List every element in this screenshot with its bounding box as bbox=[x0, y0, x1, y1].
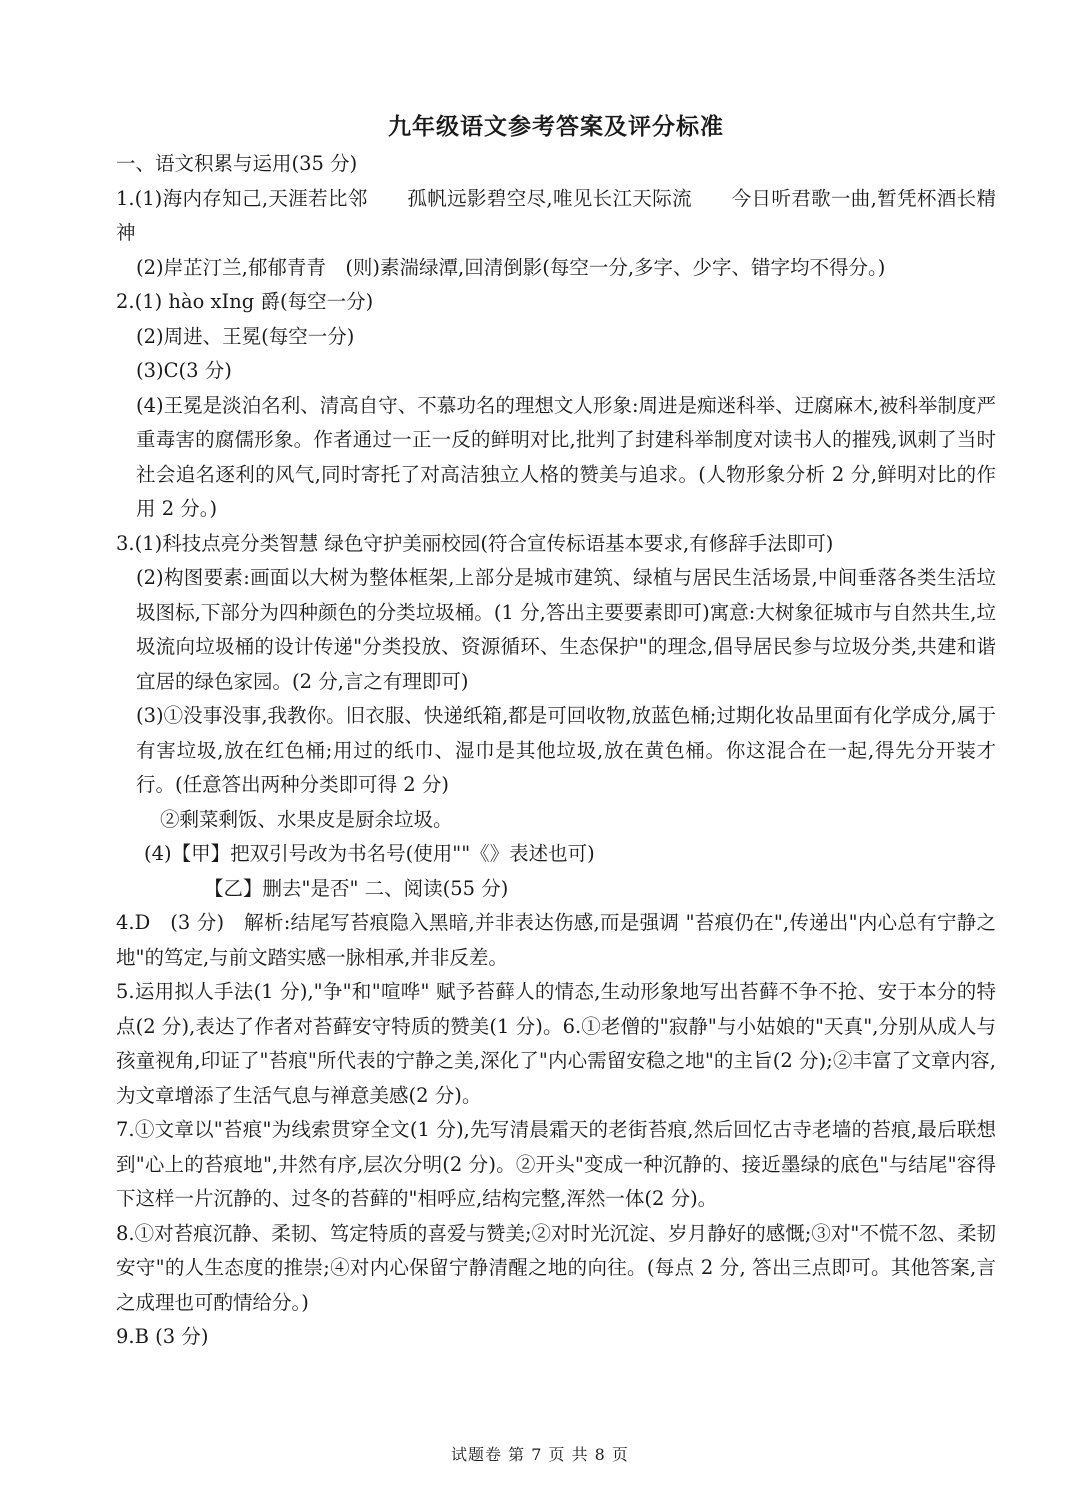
answer-2-2: (2)周进、王冕(每空一分) bbox=[136, 324, 355, 348]
answer-3-2: (2)构图要素:画面以大树为整体框架,上部分是城市建筑、绿植与居民生活场景,中间垂落各类生活垃圾图标,下部分为四种颜色的分类垃圾桶。(1 分,答出主要要素即可)寓意:大树象征城市与自然共生,垃圾流向垃圾桶的设计传递"分类投放、资源循环、生态保护"的理念,倡导居民参与垃圾分类,共建和谐宜居的绿色家园。(2 分,言之有理即可) bbox=[136, 566, 996, 693]
answer-3-3: (3)①没事没事,我教你。旧衣服、快递纸箱,都是可回收物,放蓝色桶;过期化妆品里面有化学成分,属于有害垃圾,放在红色桶;用过的纸巾、湿巾是其他垃圾,放在黄色桶。你这混合在一起,得先分开装才行。(任意答出两种分类即可得 2 分) bbox=[136, 704, 996, 796]
answer-8: 8.①对苔痕沉静、柔韧、笃定特质的喜爱与赞美;②对时光沉淀、岁月静好的感慨;③对"不慌不忽、柔韧安守"的人生态度的推崇;④对内心保留宁静清醒之地的向往。(每点 2 分, 答出三点即可。其他答案,言之成理也可酌情给分。) bbox=[116, 1221, 996, 1314]
page-footer: 试题卷 第 7 页 共 8 页 bbox=[451, 1445, 629, 1464]
answer-3-4-b: 【乙】删去"是否" 二、阅读(55 分) bbox=[204, 876, 509, 900]
answer-3-4-a: (4)【甲】把双引号改为书名号(使用""《》表述也可) bbox=[144, 842, 595, 865]
answer-7: 7.①文章以"苔痕"为线索贯穿全文(1 分),先写清晨霜天的老街苔痕,然后回忆古寺老墙的苔痕,最后联想到"心上的苔痕地",井然有序,层次分明(2 分)。②开头"变成一种沉静的、接近墨绿的底色"与结尾"容得下这样一片沉静的、过冬的苔藓的"相呼应,结构完整,浑然一体(2 分)。 bbox=[116, 1118, 996, 1210]
answer-3-3-b: ②剩菜剩饭、水果皮是厨余垃圾。 bbox=[160, 807, 453, 831]
document-body bbox=[116, 147, 996, 1355]
answer-1-1: 1.(1)海内存知己,天涯若比邻 孤帆远影碧空尽,唯见长江天际流 今日听君歌一曲,暂凭杯酒长精神 bbox=[116, 186, 996, 244]
answer-2-3: (3)C(3 分) bbox=[136, 359, 232, 382]
answer-9: 9.B (3 分) bbox=[116, 1325, 209, 1348]
document-title: 九年级语文参考答案及评分标准 bbox=[388, 113, 724, 140]
answer-4: 4.D (3 分) 解析:结尾写苔痕隐入黑暗,并非表达伤感,而是强调 "苔痕仍在",传递出"内心总有宁静之地"的笃定,与前文踏实感一脉相承,并非反差。 bbox=[116, 911, 996, 969]
answer-2-4: (4)王冕是淡泊名利、清高自守、不慕功名的理想文人形象:周进是痴迷科举、迂腐麻木,被科举制度严重毒害的腐儒形象。作者通过一正一反的鲜明对比,批判了封建科举制度对读书人的摧残,讽刺了当时社会追名逐利的风气,同时寄托了对高洁独立人格的赞美与追求。(人物形象分析 2 分,鲜明对比的作用 2 分。) bbox=[136, 393, 996, 520]
answer-1-2: (2)岸芷汀兰,郁郁青青 (则)素湍绿潭,回清倒影(每空一分,多字、少字、错字均不得分。) bbox=[136, 255, 886, 279]
answer-3-1: 3.(1)科技点亮分类智慧 绿色守护美丽校园(符合宣传标语基本要求,有修辞手法即可) bbox=[116, 531, 834, 555]
section-heading-accumulation: 一、语文积累与运用(35 分) bbox=[116, 152, 358, 175]
answer-5-6: 5.运用拟人手法(1 分),"争"和"喧哗" 赋予苔藓人的情态,生动形象地写出苔藓不争不抢、安于本分的特点(2 分),表达了作者对苔藓安守特质的赞美(1 分)。6.①老僧的"寂静"与小姑娘的"天真",分别从成人与孩童视角,印证了"苔痕"所代表的宁静之美,深化了"内心需留安稳之地"的主旨(2 分);②丰富了文章内容,为文章增添了生活气息与禅意美感(2 分)。 bbox=[116, 980, 996, 1107]
answer-2-1: 2.(1) hào xIng 爵(每空一分) bbox=[116, 290, 374, 313]
